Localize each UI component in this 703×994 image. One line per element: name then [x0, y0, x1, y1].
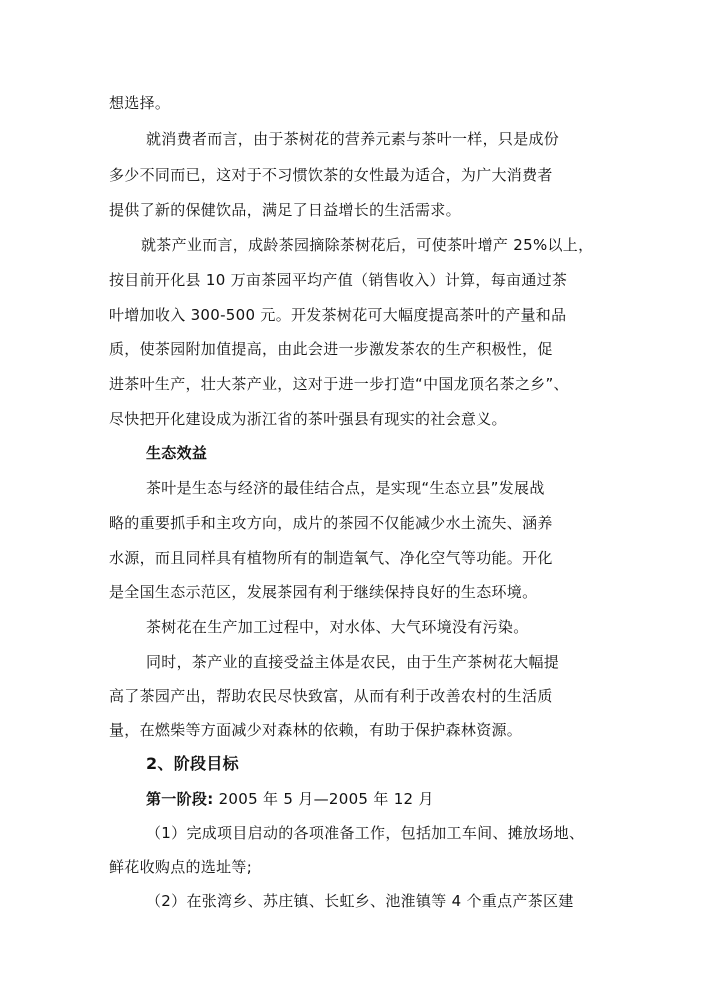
- text-line: 想选择。: [109, 94, 171, 112]
- text-line: 高了茶园产出，帮助农民尽快致富，从而有利于改善农村的生活质: [109, 687, 553, 705]
- text-line: 水源，而且同样具有植物所有的制造氧气、净化空气等功能。开化: [109, 549, 553, 567]
- text-line: 就茶产业而言，成龄茶园摘除茶树花后，可使茶叶增产 25%以上，: [141, 236, 594, 254]
- text-line: 鲜花收购点的选址等;: [109, 858, 253, 876]
- text-line: 多少不同而已，这对于不习惯饮茶的女性最为适合，为广大消费者: [109, 166, 553, 184]
- text-line: 质，使茶园附加值提高，由此会进一步激发茶农的生产积极性，促: [109, 340, 553, 358]
- text-line: 尽快把开化建设成为浙江省的茶叶强县有现实的社会意义。: [109, 410, 507, 428]
- text-line: 叶增加收入 300-500 元。开发茶树花可大幅度提高茶叶的产量和品: [109, 306, 567, 324]
- text-line: （2）在张湾乡、苏庄镇、长虹乡、池淮镇等 4 个重点产茶区建: [146, 892, 574, 910]
- stage-one-dates: 2005 年 5 月—2005 年 12 月: [218, 790, 434, 808]
- text-line: 按目前开化县 10 万亩茶园平均产值（销售收入）计算，每亩通过茶: [109, 271, 568, 289]
- text-line: 茶树花在生产加工过程中，对水体、大气环境没有污染。: [146, 618, 529, 636]
- section-heading-eco-benefit: 生态效益: [146, 444, 208, 462]
- text-line: 茶叶是生态与经济的最佳结合点，是实现“生态立县”发展战: [146, 479, 545, 497]
- text-line: 量，在燃柴等方面减少对森林的依赖，有助于保护森林资源。: [109, 721, 523, 739]
- text-line: 提供了新的保健饮品，满足了日益增长的生活需求。: [109, 201, 461, 219]
- text-line: 进茶叶生产，壮大茶产业，这对于进一步打造“中国龙顶名茶之乡”、: [109, 375, 569, 393]
- text-line: 略的重要抓手和主攻方向，成片的茶园不仅能减少水土流失、涵养: [109, 514, 553, 532]
- text-line: 同时，茶产业的直接受益主体是农民，由于生产茶树花大幅提: [146, 653, 560, 671]
- text-line: （1）完成项目启动的各项准备工作，包括加工车间、摊放场地、: [146, 824, 585, 842]
- stage-one-label: 第一阶段:: [146, 790, 214, 808]
- text-line: 是全国生态示范区，发展茶园有利于继续保持良好的生态环境。: [109, 583, 538, 601]
- stage-one-line: [146, 789, 434, 809]
- text-line: 就消费者而言，由于茶树花的营养元素与茶叶一样，只是成份: [146, 130, 560, 148]
- section-heading-stage-goals: 2、阶段目标: [146, 754, 239, 773]
